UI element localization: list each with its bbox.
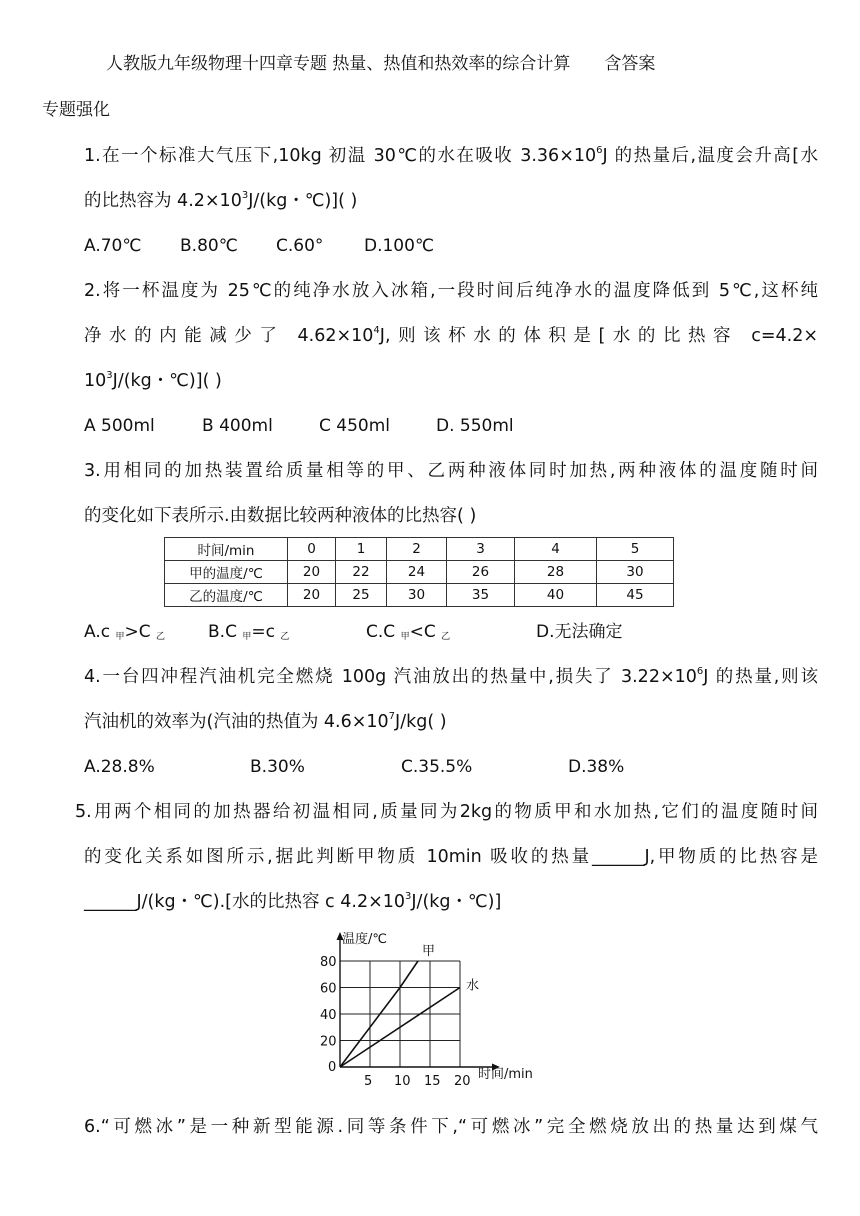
q5-line2: 的变化关系如图所示,据此判断甲物质 10min 吸收的热量______J,甲物质的比热容是: [84, 847, 818, 867]
x-tick-label: 15: [424, 1074, 441, 1089]
q2-line2: 净水的内能减少了 $4.62\times 10^4J$,则该杯水的体积是[水的比热容 c=4.2×: [84, 325, 818, 346]
q1-line1: 1.在一个标准大气压下,10kg 初温 30℃的水在吸收 $3.36\times 10^6J$ 的热量后,温度会升高[水: [84, 145, 818, 166]
table-cell: 20: [288, 561, 336, 584]
x-tick-label: 5: [364, 1074, 373, 1089]
table-cell: 22: [336, 561, 387, 584]
graph-tick-labels: [320, 955, 471, 1089]
q4-option-b[interactable]: B.30%: [250, 757, 305, 777]
q3-option-d[interactable]: D.无法确定: [536, 622, 623, 642]
q3-line1: 3.用相同的加热装置给质量相等的甲、乙两种液体同时加热,两种液体的温度随时间: [84, 461, 818, 481]
table-cell: 1: [336, 538, 387, 561]
table-cell: 乙的温度/℃: [165, 584, 288, 607]
table-cell: 4: [515, 538, 597, 561]
table-cell: 30: [387, 584, 447, 607]
q2-line1: 2.将一杯温度为 25℃的纯净水放入冰箱,一段时间后纯净水的温度降低到 5℃,这杯纯: [84, 281, 818, 301]
table-cell: 28: [515, 561, 597, 584]
q2-option-a[interactable]: A 500ml: [84, 416, 155, 436]
table-row: [165, 584, 674, 607]
table-cell: 24: [387, 561, 447, 584]
series-label-water: 水: [466, 978, 480, 994]
y-tick-label: 60: [320, 981, 337, 997]
temperature-time-graph: [318, 932, 548, 1092]
y-tick-label: 20: [320, 1034, 337, 1050]
q2-option-b[interactable]: B 400ml: [202, 416, 273, 436]
y-tick-label: 40: [320, 1008, 337, 1023]
q5-line1: 5.用两个相同的加热器给初温相同,质量同为2kg的物质甲和水加热,它们的温度随时间: [75, 802, 818, 822]
q1-line2: 的比热容为 $4.2\times 10^3J/(kg$・℃)]( ): [84, 190, 358, 211]
table-cell: 30: [597, 561, 674, 584]
graph-axes: [337, 932, 501, 1071]
x-tick-label: 10: [394, 1074, 411, 1089]
q2-option-d[interactable]: D. 550ml: [436, 416, 514, 436]
q1-option-c[interactable]: C.60°: [276, 236, 324, 256]
q1-option-d[interactable]: D.100℃: [364, 236, 435, 256]
q3-data-table: [164, 537, 674, 607]
q3-option-a[interactable]: A.c $_甲$>C $_乙$: [84, 622, 166, 642]
q6-line1: 6.“可燃冰”是一种新型能源.同等条件下,“可燃冰”完全燃烧放出的热量达到煤气: [84, 1117, 818, 1137]
q1-option-a[interactable]: A.70℃: [84, 236, 142, 256]
table-cell: 甲的温度/℃: [165, 561, 288, 584]
section-heading: 专题强化: [42, 100, 110, 120]
table-cell: 45: [597, 584, 674, 607]
x-axis-label: 时间/min: [478, 1067, 533, 1082]
document-title: [106, 52, 655, 76]
table-cell: 40: [515, 584, 597, 607]
table-cell: 35: [447, 584, 515, 607]
q4-option-a[interactable]: A.28.8%: [84, 757, 155, 777]
q4-option-d[interactable]: D.38%: [568, 757, 625, 777]
q4-line2: 汽油机的效率为(汽油的热值为 $4.6\times 10^7J/kg$( ): [84, 711, 447, 732]
table-row: [165, 538, 674, 561]
answer-note: 含答案: [604, 54, 656, 74]
q5-line3: ______J/(kg・℃).[水的比热容 c $4.2\times 10^3J/(kg$・℃)]: [84, 891, 502, 912]
graph-grid: [340, 961, 460, 1067]
q2-line3: $10^3J/(kg$・℃)]( ): [84, 370, 222, 391]
q4-line1: 4.一台四冲程汽油机完全燃烧 100g 汽油放出的热量中,损失了 $3.22\times 10^6J$ 的热量,则该: [84, 666, 818, 687]
q4-option-c[interactable]: C.35.5%: [401, 757, 473, 777]
x-tick-label: 0: [328, 1060, 337, 1075]
q3-option-b[interactable]: B.C $_甲$=c $_乙$: [208, 622, 290, 642]
series-label-jia: 甲: [422, 944, 436, 959]
y-axis-label: 温度/℃: [342, 932, 387, 947]
table-cell: 5: [597, 538, 674, 561]
y-tick-label: 80: [320, 955, 337, 970]
table-cell: 25: [336, 584, 387, 607]
table-cell: 时间/min: [165, 538, 288, 561]
table-cell: 3: [447, 538, 515, 561]
table-cell: 20: [288, 584, 336, 607]
table-cell: 26: [447, 561, 515, 584]
q3-line2: 的变化如下表所示.由数据比较两种液体的比热容( ): [84, 506, 477, 526]
q2-option-c[interactable]: C 450ml: [319, 416, 391, 436]
q3-option-c[interactable]: C.C $_甲$<C $_乙$: [366, 622, 451, 642]
table-cell: 2: [387, 538, 447, 561]
q1-option-b[interactable]: B.80℃: [180, 236, 238, 256]
table-cell: 0: [288, 538, 336, 561]
x-tick-label: 20: [454, 1074, 471, 1089]
table-row: [165, 561, 674, 584]
title-text: 人教版九年级物理十四章专题 热量、热值和热效率的综合计算: [106, 54, 571, 74]
